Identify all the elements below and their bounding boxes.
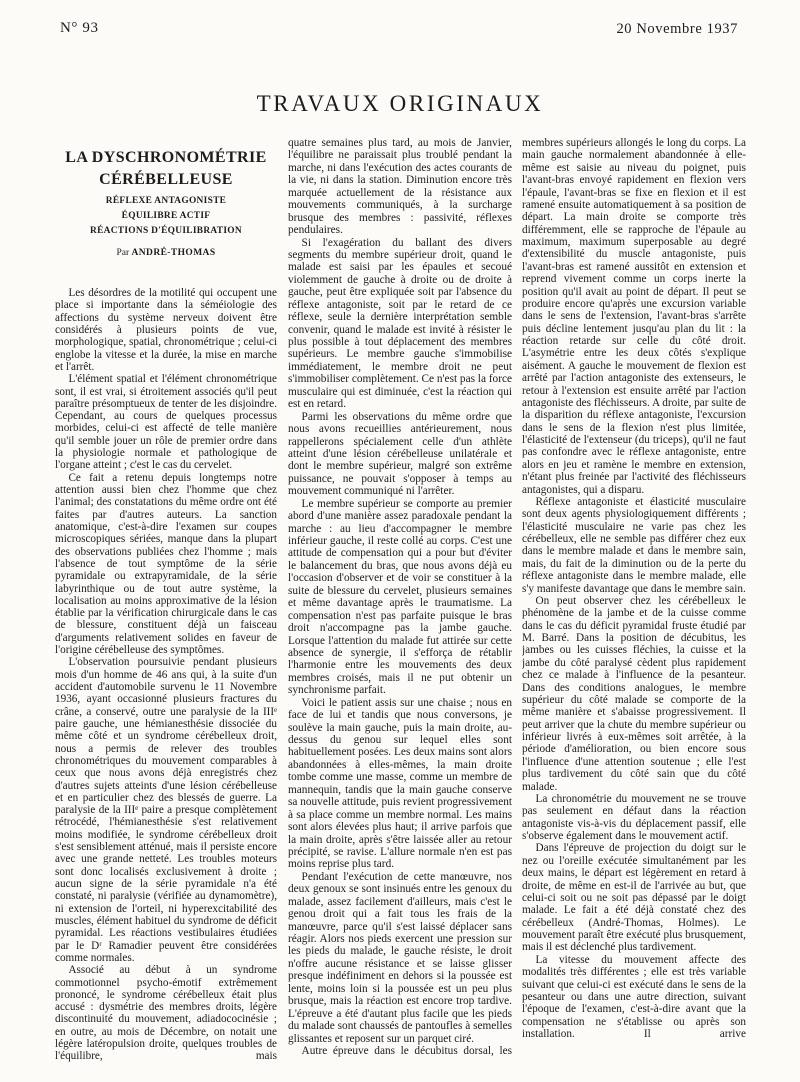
col3-paragraph-5: Dans l'épreuve de projection du doigt sur le nez ou l'oreille exécutée simultanément par les deux mains, le départ est légèrement en retard à droite, de même en est-il de l'arrivée au but, que celui-ci soit ou ne soit pas dépassé par le doigt malade. Le fait a été déjà constaté chez des cérébelleux (André-Thomas, Holmes). Le mouvement paraît être exécuté plus brusquement, mais il est déclenché plus tardivement. <box>522 842 746 954</box>
article-subtitle-3: RÉACTIONS D'ÉQUILIBRATION <box>90 226 242 236</box>
article-title-line-1: LA DYSCHRONOMÉTRIE <box>65 149 267 166</box>
article-subtitle-2: ÉQUILIBRE ACTIF <box>121 211 211 221</box>
col3-paragraph-2: Réflexe antagoniste et élasticité musculaire sont deux agents physiologiquement différents ; l'élasticité musculaire ne varie pas chez les cérébelleux, elle ne semble pas différer chez eux dans le membre malade et dans le membre sain, mais, du fait de la diminution ou de la perte du réflexe antagoniste dans le membre malade, elle s'y manifeste davantage que dans le membre sain. <box>522 495 746 595</box>
col2-paragraph-2: Si l'exagération du ballant des divers segments du membre supérieur droit, quand le malade est saisi par les épaules et secoué violemment de gauche à droite ou de droite à gauche, peut être expliquée soit par l'absence du réflexe antagoniste, soit par le retard de ce réflexe, seule la dernière interprétation semble convenir, quand le malade est invité à résister le plus possible à tout déplacement des membres supérieurs. Le membre gauche s'immobilise immédiatement, le membre droit ne peut s'immobiliser complètement. Ce n'est pas la force musculaire qui est diminuée, c'est la réaction qui est en retard. <box>288 236 512 411</box>
col3-paragraph-6: La vitesse du mouvement affecte des modalités très différentes ; elle est très variable suivant que celui-ci est exécuté dans le sens de la pesanteur ou dans une autre direction, suivant l'époque de l'examen, c'est-à-dire avant que la compensation ne s'établisse ou après son installation. Il arrive <box>522 953 746 1040</box>
col2-paragraph-5: Voici le patient assis sur une chaise ; nous en face de lui et tandis que nous conversons, je soulève la main gauche, puis la main droite, au-dessus du genou sur lequel elles sont habituellement posées. Les deux mains sont alors abandonnées à elles-mêmes, la main droite tombe comme une masse, comme un membre de mannequin, tandis que la main gauche conserve sa nouvelle attitude, puis revient progressivement à sa place comme un membre normal. Les mains sont alors élevées plus haut; il arrive parfois que la main droite, après s'être laissée aller au retour précipité, se ravise. L'allure normale n'en est pas moins reprise plus tard. <box>288 696 512 871</box>
section-title: TRAVAUX ORIGINAUX <box>256 91 544 117</box>
col2-paragraph-6: Pendant l'exécution de cette manœuvre, nos deux genoux se sont insinués entre les genoux du malade, assez facilement d'ailleurs, mais c'est le genou droit qui a fait tous les frais de la manœuvre, parce qu'il s'est laissé déplacer sans réagir. Alors nos pieds exercent une pression sur les pieds du malade, le gauche résiste, le droit n'offre aucune résistance et se laisse glisser presque indéfiniment en dehors si la poussée est lente, moins loin si la poussée est un peu plus brusque, mais la réaction est encore trop tardive. L'épreuve a été d'autant plus facile que les pieds du malade sont chaussés de pantoufles à semelles glissantes et reposent sur un parquet ciré. <box>288 870 512 1045</box>
column-2 <box>288 137 512 1074</box>
col3-paragraph-3: On peut observer chez les cérébelleux le phénomène de la jambe et de la cuisse comme dans le cas du déficit pyramidal fruste étudié par M. Barré. Dans la position de décubitus, les jambes ou les cuisses fléchies, la cuisse et la jambe du côté paralysé cèdent plus rapidement chez ce malade à l'influence de la pesanteur. Dans des conditions analogues, le membre supérieur du côté malade se comporte de la même manière et s'abaisse progressivement. Il peut arriver que la chute du membre supérieur ou inférieur livrés à eux-mêmes soit arrêtée, à la période d'amélioration, ou bien encore sous l'influence d'une attention soutenue ; elle l'est plus tardivement du côté sain que du côté malade. <box>522 594 746 793</box>
article-subtitle-1: RÉFLEXE ANTAGONISTE <box>105 196 227 206</box>
column-1 <box>55 287 277 1074</box>
col1-paragraph-3: Ce fait a retenu depuis longtemps notre attention aussi bien chez l'homme que chez l'animal; des constatations du même ordre ont été faites par d'autres auteurs. La sanction anatomique, c'est-à-dire l'examen sur coupes microscopiques sériées, manque dans la plupart des observations publiées chez l'homme ; mais l'absence de tout symptôme de la série pyramidale ou extrapyramidale, de la série labyrinthique ou de tout autre système, la localisation au moins approximative de la lésion établie par la vérification chirurgicale dans le cas de blessure, constituent déjà un faisceau d'arguments relativement solides en faveur de l'origine cérébelleuse des symptômes. <box>55 471 277 657</box>
col1-paragraph-5: Associé au début à un syndrome commotionnel psycho-émotif extrêmement prononcé, le syndrome cérébelleux était plus accusé : dysmétrie des membres droits, légère discontinuité du mouvement, adiadococinésie ; en outre, au mois de Décembre, on notait une légère latéropulsion droite, quelques troubles de l'équilibre, mais <box>55 964 277 1063</box>
column-3 <box>522 137 746 1074</box>
col1-paragraph-2: L'élément spatial et l'élément chronométrique sont, il est vrai, si étroitement associés qu'il peut paraître présomptueux de tenter de les disjoindre. Cependant, au cours de quelques processus morbides, celui-ci est affecté de telle manière qu'il semble jouer un rôle de premier ordre dans la physiologie normale et pathologique de l'organe atteint ; c'est le cas du cervelet. <box>55 373 277 472</box>
byline-prefix: Par <box>116 248 130 258</box>
byline <box>55 246 277 260</box>
col3-paragraph-1: membres supérieurs allongés le long du corps. La main gauche normalement abandonnée à elle-même est saisie au niveau du poignet, puis l'avant-bras envoyé rapidement en flexion vers l'épaule, l'avant-bras se fixe en flexion et il est ramené ensuite automatiquement à sa position de départ. La main droite se comporte très différemment, elle se rapproche de l'épaule au maximum, maximum superposable au degré d'extensibilité du muscle antagoniste, puis l'avant-bras est ramené aussitôt en extension et reprend vivement comme un corps inerte la position qu'il avait au point de départ. Il peut se produire encore qu'après une excursion variable dans le sens de l'extension, l'avant-bras s'arrête puis décline lentement jusqu'au plan du lit : la réaction retarde sur celle du côté droit. L'asymétrie entre les deux côtés s'explique aisément. A gauche le mouvement de flexion est arrêté par l'action antagoniste des extenseurs, le retour à l'extension est ensuite arrêté par l'action antagoniste des fléchisseurs. A droite, par suite de la disparition du réflexe antagoniste, l'excursion dans le sens de la flexion n'est plus limitée, l'élasticité de l'extenseur (du triceps), qu'il ne faut pas confondre avec le réflexe antagoniste, entre alors en jeu et ramène le membre en extension, n'étant plus freinée par l'activité des fléchisseurs antagonistes, qui a disparu. <box>522 137 746 496</box>
issue-date: 20 Novembre 1937 <box>616 21 738 37</box>
issue-number: N° 93 <box>60 20 99 36</box>
article-subtitles <box>55 194 277 239</box>
col3-paragraph-4: La chronométrie du mouvement ne se trouve pas seulement en défaut dans la réaction antagoniste vis-à-vis du déplacement passif, elle s'observe également dans le mouvement actif. <box>522 792 746 842</box>
col2-paragraph-7: Autre épreuve dans le décubitus dorsal, les <box>301 1044 512 1057</box>
col1-paragraph-4: L'observation poursuivie pendant plusieurs mois d'un homme de 46 ans qui, à la suite d'un accident d'automobile survenu le 11 Novembre 1936, ayant occasionné plusieurs fractures du crâne, a conservé, outre une paralysie de la IIIᵉ paire gauche, une hémianesthésie dissociée du même côté et un syndrome cérébelleux droit, nous a permis de relever des troubles chronométriques du mouvement comparables à ceux que nous avons déjà enregistrés chez d'autres sujets atteints d'une lésion cérébelleuse et en particulier chez des blessés de guerre. La paralysie de la IIIᵉ paire a presque complètement rétrocédé, l'hémianesthésie s'est relativement moins modifiée, le syndrome cérébelleux droit s'est sensiblement atténué, mais il persiste encore avec une grande netteté. Les troubles moteurs sont donc localisés exclusivement à droite ; aucun signe de la série pyramidale n'a été constaté, ni paralysie (vérifiée au dynamomètre), ni extension de l'orteil, ni hyperexcitabilité des muscles, élément habituel du syndrome de déficit pyramidal. Les réactions vestibulaires étudiées par le Dʳ Ramadier peuvent être considérées comme normales. <box>55 656 277 964</box>
author-name: ANDRÉ-THOMAS <box>131 248 216 258</box>
article-title-line-2: CÉRÉBELLEUSE <box>99 171 233 188</box>
col1-paragraph-1: Les désordres de la motilité qui occupent une place si importante dans la séméiologie des affections du système nerveux doivent être considérés à plusieurs points de vue, morphologique, spatial, chronométrique ; celui-ci englobe la vitesse et la durée, la mise en marche et l'arrêt. <box>55 287 277 373</box>
article-heading <box>55 147 277 260</box>
col2-paragraph-1: quatre semaines plus tard, au mois de Janvier, l'équilibre ne paraissait plus troublé pendant la marche, ni dans l'exécution des actes courants de la vie, ni dans la station. Diminution encore très marquée actuellement de la résistance aux mouvements communiqués, à la surcharge brusque des membres : passivité, réflexes pendulaires. <box>288 137 512 237</box>
col2-paragraph-4: Le membre supérieur se comporte au premier abord d'une manière assez paradoxale pendant la marche : au lieu d'accompagner le membre inférieur gauche, il reste collé au corps. C'est une attitude de compensation qui a pour but d'éviter le balancement du bras, que nous avons déjà eu l'occasion d'observer et de voir se constituer à la suite de blessure du cervelet, plusieurs semaines et même davantage après le traumatisme. La compensation n'est pas parfaite puisque le bras droit n'accompagne pas la jambe gauche. Lorsque l'attention du malade fut attirée sur cette absence de synergie, il s'efforça de rétablir l'harmonie entre les mouvements des deux membres croisés, mais il ne put obtenir un synchronisme parfait. <box>288 497 512 697</box>
col2-paragraph-3: Parmi les observations du même ordre que nous avons recueillies antérieurement, nous rappellerons spécialement celle d'un athlète atteint d'une lésion cérébelleuse unilatérale et dont le membre supérieur, malgré son extrême puissance, ne pouvait s'opposer à temps au mouvement communiqué ni l'arrêter. <box>288 410 512 498</box>
